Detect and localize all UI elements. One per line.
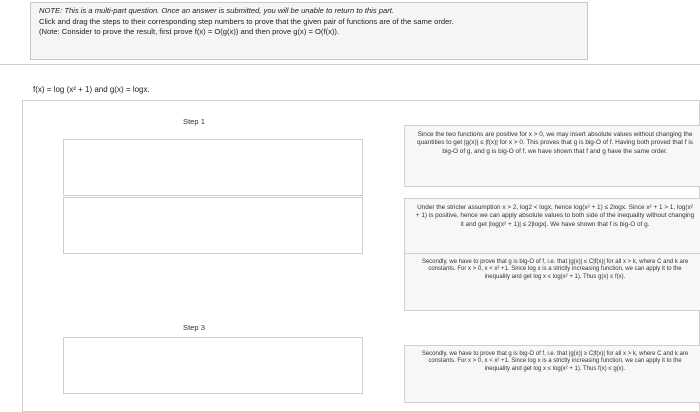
problem-statement: f(x) = log (x² + 1) and g(x) = logx. — [33, 85, 150, 94]
note-box — [30, 2, 588, 60]
draggable-step-card[interactable]: Under the stricter assumption x > 2, log2 < logx, hence log(x² + 1) ≤ 2logx. Since x² + 1 > 1, log(x² + 1) is positive, hence we can apply absolute values to both side of the inequality without changing it and get |log(x² + 1)| ≤ 2|logx|. We have shown that f is big-O of g. — [404, 198, 700, 257]
draggable-step-card[interactable]: Since the two functions are positive for x > 0, we may insert absolute values without changing the quantities to get |g(x)| ≤ |f(x)| for x > 0. This proves that g is big-O of f. Having both proved that f is big-O of g, and g is big-O of f, we have shown that f and g have the same order. — [404, 125, 700, 187]
note-instructions: Click and drag the steps to their corresponding step numbers to prove that the given pair of functions are of the same order. — [39, 16, 454, 26]
note-warning: NOTE: This is a multi-part question. Once an answer is submitted, you will be unable to return to this part. — [39, 6, 394, 15]
note-hint: (Note: Consider to prove the result, first prove f(x) = O(g(x)) and then prove g(x) = O(f(x)). — [39, 27, 340, 36]
step-2-dropzone[interactable] — [63, 197, 363, 254]
step-1-dropzone[interactable] — [63, 139, 363, 196]
drag-drop-area — [22, 100, 700, 412]
draggable-step-card[interactable]: Secondly, we have to prove that g is big-O of f, i.e. that |g(x)| ≤ C|f(x)| for all x > k, where C and k are constants. For x > 0, x < x² +1. Since log x is a strictly increasing function, we can apply it to the inequality and get log x ≤ log(x² + 1). Thus g(x) ≤ f(x). — [404, 253, 700, 311]
draggable-step-card[interactable]: Secondly, we have to prove that g is big-O of f, i.e. that |g(x)| ≥ C|f(x)| for all x > k, where C and k are constants. For x > 0, x < x² +1. Since log x is a strictly increasing function, we can apply it to the inequality and get log x ≤ log(x² + 1). Thus f(x) ≤ g(x). — [404, 345, 700, 403]
step-3-label: Step 3 — [183, 323, 205, 332]
step-3-dropzone[interactable] — [63, 337, 363, 394]
step-1-label: Step 1 — [183, 117, 205, 126]
divider — [0, 64, 700, 65]
